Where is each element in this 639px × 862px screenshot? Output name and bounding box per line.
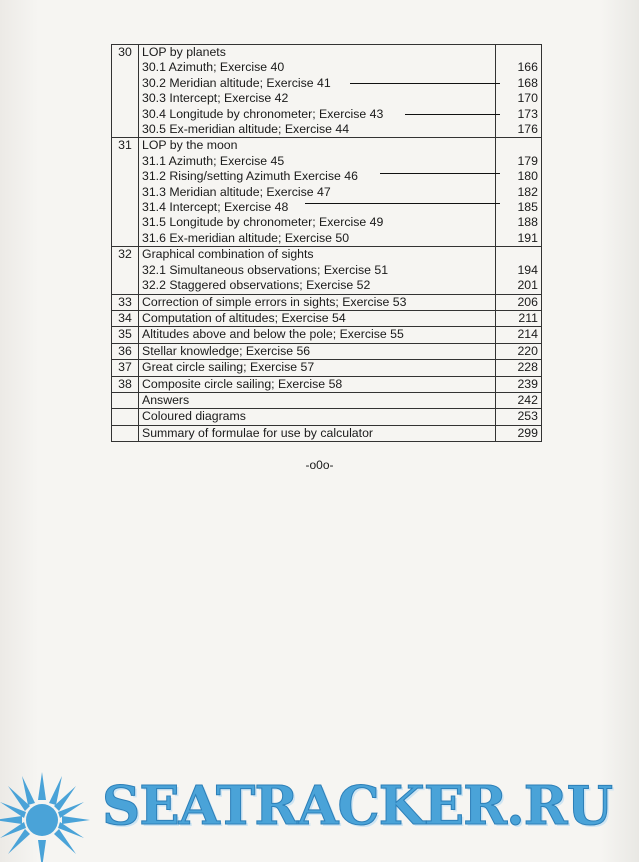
page-number: 170	[517, 91, 538, 106]
page-number: 173	[517, 106, 538, 121]
toc-entry: Great circle sailing; Exercise 57	[139, 360, 496, 376]
section-number: 33	[112, 294, 139, 310]
toc-section-30	[112, 45, 542, 138]
section-number: 31	[112, 138, 139, 247]
toc-row-33	[112, 294, 542, 310]
section-titles	[139, 138, 496, 247]
section-heading: Graphical combination of sights	[142, 247, 314, 262]
section-number: 36	[112, 343, 139, 359]
leader-line	[350, 83, 500, 84]
section-number	[112, 409, 139, 425]
page-number: 168	[517, 75, 538, 90]
sun-icon	[0, 762, 100, 862]
watermark-text: SEATRACKER.RU	[102, 775, 612, 837]
end-mark: -o0o-	[305, 458, 334, 472]
page-number: 228	[496, 360, 542, 376]
page-number: 253	[496, 409, 542, 425]
toc-entry: Summary of formulae for use by calculator	[139, 425, 496, 441]
toc-entry: 31.5 Longitude by chronometer; Exercise 49	[142, 215, 384, 230]
toc-row-summary	[112, 425, 542, 441]
toc-entry: Composite circle sailing; Exercise 58	[139, 376, 496, 392]
page-number: 179	[517, 153, 538, 168]
page-number: 299	[496, 425, 542, 441]
leader-line	[380, 173, 500, 174]
page-number: 239	[496, 376, 542, 392]
page-number: 242	[496, 392, 542, 408]
toc-entry: 30.4 Longitude by chronometer; Exercise 43	[142, 106, 384, 121]
toc-entry: Stellar knowledge; Exercise 56	[139, 343, 496, 359]
page-number: 211	[496, 310, 542, 326]
toc-entry: 31.4 Intercept; Exercise 48	[142, 200, 289, 215]
section-number: 32	[112, 247, 139, 294]
section-pages	[496, 138, 542, 247]
section-number: 35	[112, 327, 139, 343]
page-number: 166	[517, 60, 538, 75]
page-number: 201	[517, 278, 538, 293]
section-number	[112, 392, 139, 408]
watermark	[0, 762, 639, 862]
page-number: 188	[517, 215, 538, 230]
toc-entry: Answers	[139, 392, 496, 408]
toc-entry: 30.3 Intercept; Exercise 42	[142, 91, 289, 106]
section-pages	[496, 45, 542, 138]
section-titles	[139, 45, 496, 138]
toc-row-coloured-diagrams	[112, 409, 542, 425]
section-number: 30	[112, 45, 139, 138]
page-number: 191	[517, 230, 538, 245]
page-number: 220	[496, 343, 542, 359]
section-titles	[139, 247, 496, 294]
toc-entry: 31.3 Meridian altitude; Exercise 47	[142, 184, 331, 199]
section-heading: LOP by the moon	[142, 138, 238, 153]
toc-row-38	[112, 376, 542, 392]
page-number: 194	[517, 262, 538, 277]
toc-entry: Coloured diagrams	[139, 409, 496, 425]
section-heading: LOP by planets	[142, 45, 226, 59]
toc-entry: Computation of altitudes; Exercise 54	[139, 310, 496, 326]
section-number	[112, 425, 139, 441]
page-number: 185	[517, 200, 538, 215]
toc-row-35	[112, 327, 542, 343]
toc-row-34	[112, 310, 542, 326]
page-number: 180	[517, 169, 538, 184]
toc-entry: Altitudes above and below the pole; Exercise 55	[139, 327, 496, 343]
page-number: 182	[517, 184, 538, 199]
section-number: 37	[112, 360, 139, 376]
table-of-contents	[111, 44, 542, 442]
toc-entry: Correction of simple errors in sights; Exercise 53	[139, 294, 496, 310]
toc-entry: 31.1 Azimuth; Exercise 45	[142, 153, 285, 168]
toc-entry: 30.5 Ex-meridian altitude; Exercise 44	[142, 122, 350, 137]
toc-entry: 30.1 Azimuth; Exercise 40	[142, 60, 285, 75]
toc-row-36	[112, 343, 542, 359]
toc-entry: 32.2 Staggered observations; Exercise 52	[142, 278, 371, 293]
section-number: 34	[112, 310, 139, 326]
toc-entry: 31.2 Rising/setting Azimuth Exercise 46	[142, 169, 358, 184]
leader-line	[305, 203, 500, 204]
toc-entry: 31.6 Ex-meridian altitude; Exercise 50	[142, 230, 350, 245]
toc-row-answers	[112, 392, 542, 408]
toc-row-37	[112, 360, 542, 376]
toc-section-32	[112, 247, 542, 294]
toc-entry: 32.1 Simultaneous observations; Exercise 51	[142, 262, 389, 277]
section-number: 38	[112, 376, 139, 392]
page-number: 206	[496, 294, 542, 310]
section-pages	[496, 247, 542, 294]
toc-section-31	[112, 138, 542, 247]
toc-entry: 30.2 Meridian altitude; Exercise 41	[142, 75, 331, 90]
page-number: 176	[517, 122, 538, 137]
page-number: 214	[496, 327, 542, 343]
leader-line	[405, 114, 500, 115]
